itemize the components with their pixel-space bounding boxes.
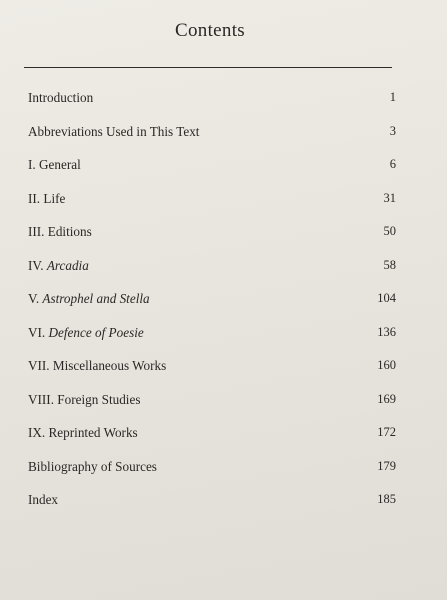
toc-entry-text: Reprinted Works xyxy=(48,425,138,440)
toc-entry xyxy=(28,322,398,356)
toc-page-number: 104 xyxy=(377,291,396,305)
toc-entry-title xyxy=(28,157,81,173)
toc-page-number: 136 xyxy=(377,324,396,339)
toc-page-number: 1 xyxy=(389,90,396,104)
toc-entry-title xyxy=(28,425,138,441)
toc-entry-title xyxy=(28,492,58,508)
toc-entry-number: V. xyxy=(28,291,43,306)
toc-entry-text: Index xyxy=(28,492,59,507)
toc-page-number: 172 xyxy=(377,425,396,439)
toc-entry-number: IV. xyxy=(28,257,47,273)
toc-entry xyxy=(28,188,398,222)
toc-entry xyxy=(28,154,398,188)
toc-entry-number: II. xyxy=(28,190,44,206)
toc-page-number: 50 xyxy=(383,224,396,238)
toc-entry-title xyxy=(28,291,150,307)
toc-entry-title xyxy=(28,358,166,374)
toc-entry-number: III. xyxy=(28,224,48,239)
toc-entry-text: Introduction xyxy=(28,90,94,105)
toc-entry-number: VIII. xyxy=(28,391,58,407)
toc-page-number: 58 xyxy=(383,257,396,272)
toc-page-number: 31 xyxy=(383,190,396,205)
toc-entry-italic-text: Arcadia xyxy=(46,257,89,273)
page-title: Contents xyxy=(175,20,245,41)
toc-entry-text: Bibliography of Sources xyxy=(28,458,157,474)
toc-entry-text: Foreign Studies xyxy=(57,391,141,407)
toc-entry xyxy=(28,355,398,389)
toc-entry xyxy=(28,422,398,456)
toc-entry-text: General xyxy=(39,157,81,172)
toc-page-number: 169 xyxy=(377,391,396,406)
toc-entry xyxy=(28,87,398,121)
title-rule xyxy=(24,67,392,68)
toc-page-number: 6 xyxy=(389,157,396,171)
toc-entry-title xyxy=(28,90,93,106)
toc-entry xyxy=(28,456,398,490)
toc-entry-number: I. xyxy=(28,157,39,172)
toc-page-number: 160 xyxy=(377,358,396,372)
toc-entry-text: Abbreviations Used in This Text xyxy=(28,123,200,139)
toc-entry-number: IX. xyxy=(28,425,49,440)
toc-entry xyxy=(28,389,398,423)
toc-entry xyxy=(28,255,398,289)
toc-page-number: 3 xyxy=(389,123,396,138)
toc-entry xyxy=(28,121,398,155)
toc-entry-title xyxy=(28,224,92,240)
toc-entry-title xyxy=(28,191,65,207)
toc-entry-title xyxy=(28,392,140,408)
toc-entry-title xyxy=(28,258,89,274)
toc-entry-text: Miscellaneous Works xyxy=(52,358,167,373)
toc-entry-italic-text: Defence of Poesie xyxy=(48,324,144,340)
toc-entry xyxy=(28,221,398,255)
toc-entry-number: VII. xyxy=(28,358,53,373)
toc-entry xyxy=(28,489,398,523)
table-of-contents xyxy=(28,87,398,523)
toc-entry-text: Life xyxy=(43,190,66,206)
toc-entry-title xyxy=(28,124,199,140)
toc-entry-number: VI. xyxy=(28,324,49,340)
toc-entry-italic-text: Astrophel and Stella xyxy=(42,291,150,306)
toc-entry xyxy=(28,288,398,322)
toc-entry-text: Editions xyxy=(47,224,92,239)
toc-entry-title xyxy=(28,459,157,475)
toc-page-number: 179 xyxy=(377,458,396,473)
toc-entry-title xyxy=(28,325,144,341)
toc-page-number: 185 xyxy=(377,492,396,506)
